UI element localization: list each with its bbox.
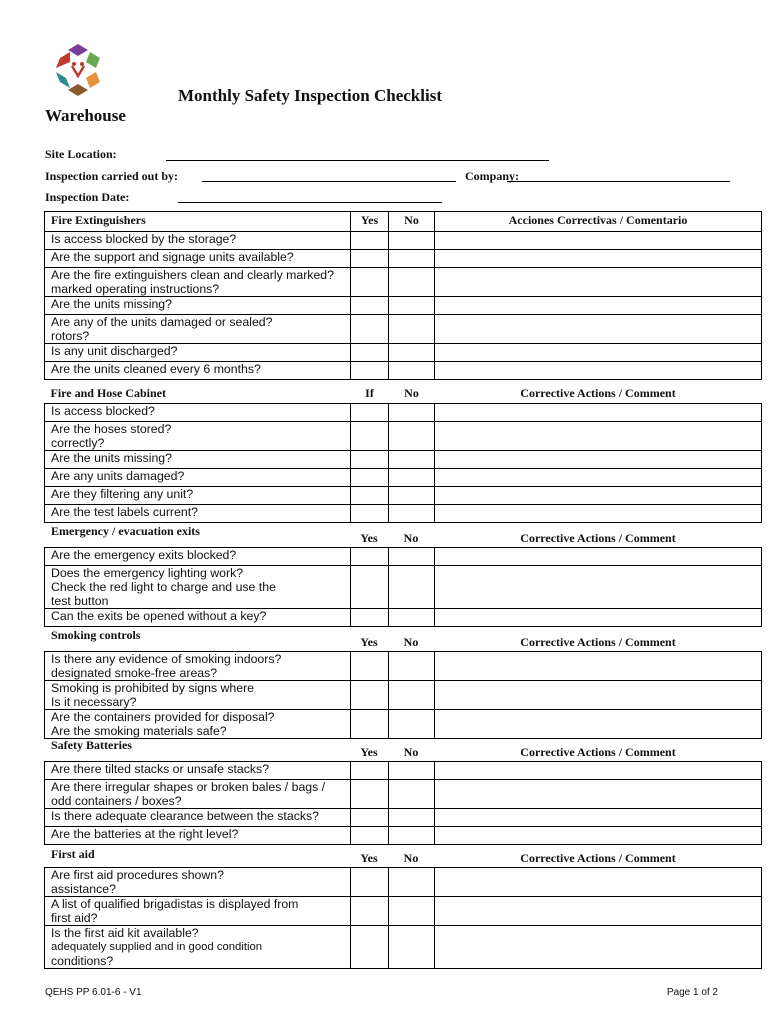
table-row — [45, 710, 762, 739]
yes-checkbox[interactable] — [351, 297, 389, 315]
yes-checkbox[interactable] — [351, 762, 389, 780]
table-row — [45, 868, 762, 897]
yes-checkbox[interactable] — [351, 897, 389, 926]
no-checkbox[interactable] — [389, 926, 435, 969]
no-header: No — [404, 386, 419, 400]
question-text: Are any units damaged? — [45, 468, 351, 486]
comment-field[interactable] — [435, 486, 762, 504]
question-text: Are the batteries at the right level? — [45, 827, 351, 845]
page-subtitle: Warehouse — [45, 106, 126, 125]
yes-checkbox[interactable] — [351, 450, 389, 468]
comment-field[interactable] — [435, 362, 762, 380]
comment-field[interactable] — [435, 450, 762, 468]
yes-checkbox[interactable] — [351, 780, 389, 809]
no-checkbox[interactable] — [389, 232, 435, 250]
no-checkbox[interactable] — [389, 652, 435, 681]
no-header: No — [389, 212, 435, 232]
site-location-label: Site Location: — [45, 147, 117, 161]
no-checkbox[interactable] — [389, 450, 435, 468]
question-text: Is there any evidence of smoking indoors? designated smoke-free areas? — [45, 652, 351, 681]
section-title: Safety Batteries — [51, 738, 132, 752]
table-row — [45, 232, 762, 250]
question-text: Smoking is prohibited by signs where Is it necessary? — [45, 681, 351, 710]
no-checkbox[interactable] — [389, 609, 435, 627]
comment-field[interactable] — [435, 344, 762, 362]
yes-checkbox[interactable] — [351, 403, 389, 421]
no-checkbox[interactable] — [389, 710, 435, 739]
comment-field[interactable] — [435, 268, 762, 297]
comment-header: Corrective Actions / Comment — [520, 745, 676, 759]
table-row — [45, 468, 762, 486]
comment-field[interactable] — [435, 652, 762, 681]
safety-batteries-table — [44, 761, 762, 845]
question-text: Are the units cleaned every 6 months? — [45, 362, 351, 380]
no-checkbox[interactable] — [389, 762, 435, 780]
yes-checkbox[interactable] — [351, 548, 389, 566]
comment-field[interactable] — [435, 609, 762, 627]
no-checkbox[interactable] — [389, 315, 435, 344]
comment-field[interactable] — [435, 421, 762, 450]
no-header: No — [403, 635, 419, 649]
question-text: Are the emergency exits blocked? — [45, 548, 351, 566]
table-row — [45, 504, 762, 522]
smoking-controls-table — [44, 651, 762, 739]
comment-field[interactable] — [435, 566, 762, 609]
comment-header: Corrective Actions / Comment — [520, 851, 676, 865]
question-text: Does the emergency lighting work? Check the red light to charge and use the test button — [45, 566, 351, 609]
comment-header: Corrective Actions / Comment — [520, 635, 676, 649]
no-checkbox[interactable] — [389, 486, 435, 504]
table-row — [45, 421, 762, 450]
first-aid-table — [44, 867, 762, 969]
yes-header: If — [365, 386, 374, 400]
question-text: Are the hoses stored? correctly? — [45, 421, 351, 450]
comment-field[interactable] — [435, 681, 762, 710]
yes-checkbox[interactable] — [351, 315, 389, 344]
yes-checkbox[interactable] — [351, 710, 389, 739]
section-title: Smoking controls — [51, 628, 141, 642]
comment-field[interactable] — [435, 468, 762, 486]
comment-field[interactable] — [435, 762, 762, 780]
no-checkbox[interactable] — [389, 868, 435, 897]
yes-header: Yes — [360, 635, 378, 649]
yes-checkbox[interactable] — [351, 468, 389, 486]
comment-field[interactable] — [435, 250, 762, 268]
question-line: Is the first aid kit available? — [51, 926, 199, 940]
comment-field[interactable] — [435, 297, 762, 315]
no-checkbox[interactable] — [389, 468, 435, 486]
question-text: Is access blocked? — [45, 403, 351, 421]
yes-checkbox[interactable] — [351, 268, 389, 297]
table-row — [45, 762, 762, 780]
no-header: No — [403, 531, 419, 545]
table-row — [45, 566, 762, 609]
no-header: No — [403, 851, 419, 865]
yes-checkbox[interactable] — [351, 566, 389, 609]
table-row — [45, 827, 762, 845]
no-checkbox[interactable] — [389, 421, 435, 450]
no-checkbox[interactable] — [389, 250, 435, 268]
no-checkbox[interactable] — [389, 566, 435, 609]
table-row — [45, 486, 762, 504]
question-text: Is there adequate clearance between the stacks? — [45, 809, 351, 827]
company-logo-icon — [50, 42, 106, 98]
comment-field[interactable] — [435, 809, 762, 827]
site-location-field[interactable] — [166, 160, 549, 161]
yes-header: Yes — [351, 212, 389, 232]
no-checkbox[interactable] — [389, 548, 435, 566]
company-label: Company: — [465, 169, 520, 183]
yes-checkbox[interactable] — [351, 681, 389, 710]
yes-checkbox[interactable] — [351, 232, 389, 250]
yes-checkbox[interactable] — [351, 504, 389, 522]
table-row — [45, 780, 762, 809]
table-row — [45, 450, 762, 468]
inspection-by-field[interactable] — [202, 181, 456, 182]
page-number: Page 1 of 2 — [666, 987, 718, 998]
question-text: Are there irregular shapes or broken bales / bags / odd containers / boxes? — [45, 780, 351, 809]
no-checkbox[interactable] — [389, 297, 435, 315]
question-text: Can the exits be opened without a key? — [45, 609, 351, 627]
comment-field[interactable] — [435, 315, 762, 344]
no-checkbox[interactable] — [389, 897, 435, 926]
section-title: Fire Extinguishers — [45, 212, 351, 232]
yes-checkbox[interactable] — [351, 652, 389, 681]
yes-header: Yes — [360, 851, 378, 865]
document-code: QEHS PP 6.01-6 - V1 — [45, 987, 142, 998]
no-checkbox[interactable] — [389, 344, 435, 362]
comment-header: Corrective Actions / Comment — [520, 531, 676, 545]
comment-field[interactable] — [435, 504, 762, 522]
yes-header: Yes — [360, 745, 378, 759]
yes-header: Yes — [360, 531, 378, 545]
inspection-by-label: Inspection carried out by: — [45, 169, 178, 183]
yes-checkbox[interactable] — [351, 827, 389, 845]
table-row — [45, 897, 762, 926]
section-title: Emergency / evacuation exits — [51, 524, 200, 538]
question-text: Are the support and signage units available? — [45, 250, 351, 268]
table-row — [45, 250, 762, 268]
table-row — [45, 315, 762, 344]
comment-field[interactable] — [435, 827, 762, 845]
question-line: adequately supplied and in good condition — [51, 941, 263, 953]
yes-checkbox[interactable] — [351, 344, 389, 362]
comment-header: Corrective Actions / Comment — [520, 386, 676, 400]
yes-checkbox[interactable] — [351, 250, 389, 268]
question-text: A list of qualified brigadistas is displayed from first aid? — [45, 897, 351, 926]
comment-header: Acciones Correctivas / Comentario — [435, 212, 762, 232]
table-row — [45, 362, 762, 380]
comment-field[interactable] — [435, 403, 762, 421]
yes-checkbox[interactable] — [351, 421, 389, 450]
no-header: No — [403, 745, 419, 759]
no-checkbox[interactable] — [389, 681, 435, 710]
question-text: Are the containers provided for disposal? Are the smoking materials safe? — [45, 710, 351, 739]
fire-hose-cabinet-table — [44, 385, 762, 523]
no-checkbox[interactable] — [389, 403, 435, 421]
no-checkbox[interactable] — [389, 827, 435, 845]
table-row — [45, 926, 762, 969]
comment-field[interactable] — [435, 232, 762, 250]
yes-checkbox[interactable] — [351, 868, 389, 897]
question-text: Are first aid procedures shown? assistance? — [45, 868, 351, 897]
comment-field[interactable] — [435, 926, 762, 969]
question-text: Are the units missing? — [45, 450, 351, 468]
question-text: Are any of the units damaged or sealed? rotors? — [45, 315, 351, 344]
question-text: Are they filtering any unit? — [45, 486, 351, 504]
question-text: Are there tilted stacks or unsafe stacks? — [45, 762, 351, 780]
comment-field[interactable] — [435, 710, 762, 739]
table-row — [45, 297, 762, 315]
inspection-date-label: Inspection Date: — [45, 190, 130, 204]
question-text: Are the fire extinguishers clean and clearly marked? marked operating instructions? — [45, 268, 351, 297]
question-text: Are the test labels current? — [45, 504, 351, 522]
table-row — [45, 344, 762, 362]
comment-field[interactable] — [435, 897, 762, 926]
yes-checkbox[interactable] — [351, 486, 389, 504]
table-row — [45, 403, 762, 421]
table-row — [45, 681, 762, 710]
table-row — [45, 652, 762, 681]
company-field[interactable] — [507, 181, 730, 182]
no-checkbox[interactable] — [389, 809, 435, 827]
no-checkbox[interactable] — [389, 268, 435, 297]
section-title: Fire and Hose Cabinet — [50, 386, 166, 400]
table-row — [45, 609, 762, 627]
question-text: Is any unit discharged? — [45, 344, 351, 362]
comment-field[interactable] — [435, 780, 762, 809]
question-line: conditions? — [51, 954, 114, 968]
section-title: First aid — [51, 847, 95, 861]
table-row — [45, 268, 762, 297]
comment-field[interactable] — [435, 548, 762, 566]
yes-checkbox[interactable] — [351, 926, 389, 969]
table-row — [45, 548, 762, 566]
no-checkbox[interactable] — [389, 780, 435, 809]
no-checkbox[interactable] — [389, 504, 435, 522]
fire-extinguishers-table — [44, 211, 762, 380]
table-row — [45, 809, 762, 827]
question-text: Are the units missing? — [45, 297, 351, 315]
yes-checkbox[interactable] — [351, 809, 389, 827]
question-text — [45, 926, 351, 969]
yes-checkbox[interactable] — [351, 362, 389, 380]
page-title: Monthly Safety Inspection Checklist — [178, 86, 442, 105]
inspection-date-field[interactable] — [178, 202, 442, 203]
emergency-exits-table — [44, 547, 762, 627]
question-text: Is access blocked by the storage? — [45, 232, 351, 250]
no-checkbox[interactable] — [389, 362, 435, 380]
comment-field[interactable] — [435, 868, 762, 897]
yes-checkbox[interactable] — [351, 609, 389, 627]
